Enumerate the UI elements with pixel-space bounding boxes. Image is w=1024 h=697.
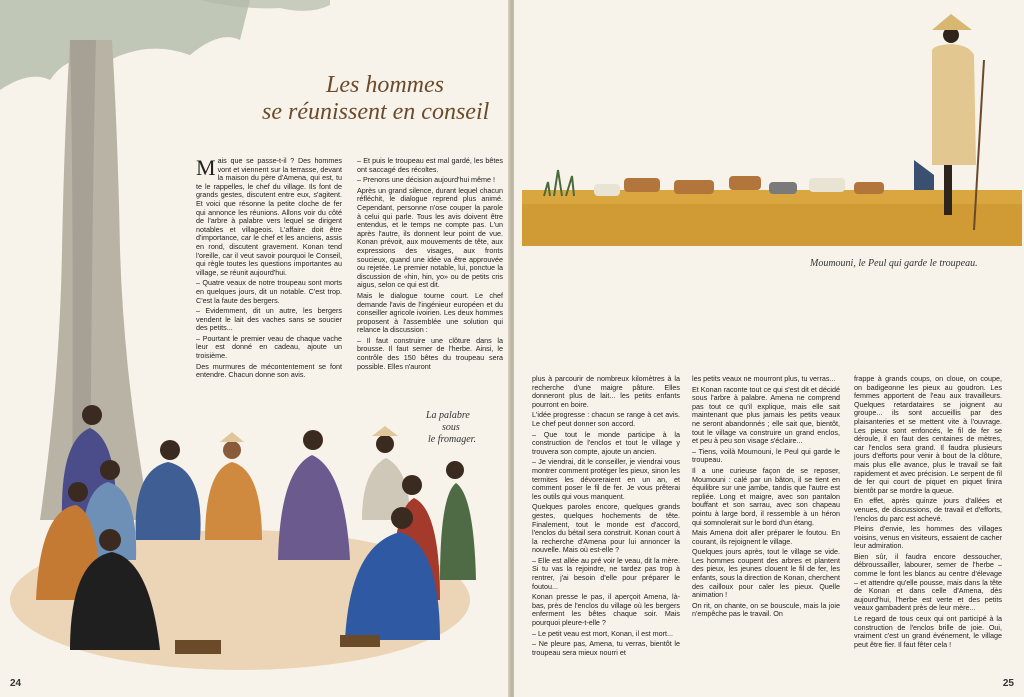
paragraph: Konan presse le pas, il aperçoit Amena, là-bas, près de l'enclos du village où les bergers enferment les bêtes chaque soir. Mais pourquoi pleure-t-elle ?	[532, 592, 680, 628]
paragraph: Mais Amena doit aller préparer le foutou. En courant, ils rejoignent le village.	[692, 528, 840, 546]
paragraph: Quelques jours après, tout le village se vide. Les hommes coupent des arbres et plantent des pieux, les jeunes clouent le fil de fer, les enfants, sous la direction de Konan, cherchent des cailloux pour caler les pieux. Quelle animation !	[692, 547, 840, 600]
paragraph: – Tiens, voilà Moumouni, le Peul qui garde le troupeau.	[692, 446, 840, 465]
right-column-3	[854, 375, 1002, 651]
left-caption: La palabre sous le fromager.	[426, 410, 476, 445]
right-caption: Moumouni, le Peul qui garde le troupeau.	[810, 258, 978, 269]
paragraph: les petits veaux ne mourront plus, tu verras...	[692, 374, 836, 383]
left-column-2	[357, 157, 503, 373]
left-column-1	[196, 157, 342, 382]
paragraph: – Pourtant le premier veau de chaque vache leur est donné en cadeau, ajoute un troisième.	[196, 333, 342, 361]
paragraph: – Le petit veau est mort, Konan, il est mort...	[532, 628, 674, 638]
paragraph: Le regard de tous ceux qui ont participé à la construction de l'enclos brille de joie. Oui, vraiment c'est un grand événement, le village peut être fier. Il faut fêter cela !	[854, 614, 1002, 649]
paragraph: Pleins d'envie, les hommes des villages voisins, venus en visiteurs, essaient de cacher leur admiration.	[854, 524, 1002, 551]
left-page	[0, 0, 510, 697]
paragraph: Quelques paroles encore, quelques grands gestes, quelques hochements de tête. Finalement, tout le monde est d'accord, l'enclos du bétail sera construit. Konan court à la recherche d'Amena pour lui annoncer la nouvelle. Mais où est-elle ?	[532, 502, 680, 555]
paragraph: Mais le dialogue tourne court. Le chef demande l'avis de l'ingénieur européen et du conseiller agricole ivoirien. Les deux hommes proposent à l'assemblée une solution qui relance la discussion :	[357, 290, 503, 335]
page-number-left: 24	[10, 678, 22, 689]
paragraph: Bien sûr, il faudra encore dessoucher, débroussailler, labourer, semer de l'herbe – comme le font les blancs au centre d'élevage – et attendre qu'elle pousse, mais dans la tête de Konan et dans celle d'Amena, dès aujourd'hui, l'herbe est verte et des petits veaux gambadent près de leur mère...	[854, 551, 1002, 613]
paragraph: – Je viendrai, dit le conseiller, je viendrai vous montrer comment protéger les pieux, sinon les termites les dévoreraient en un an, et comment poser le fil de fer. Je vous prêterai les outils qui vous manquent.	[532, 457, 680, 501]
title-line-2: se réunissent en conseil	[262, 99, 490, 125]
paragraph: – Elle est allée au pré voir le veau, dit la mère. Si tu vas la rejoindre, ne tardez pas trop à rentrer, j'ai besoin d'elle pour préparer le foutou...	[532, 555, 680, 591]
paragraph: – Que tout le monde participe à la construction de l'enclos et tout le village y trouvera son compte, ajoute un ancien.	[532, 429, 680, 456]
right-page	[514, 0, 1024, 697]
paragraph: – Quatre veaux de notre troupeau sont morts en quelques jours, dit un notable. C'est trop. C'est la faute des bergers.	[196, 278, 342, 305]
paragraph: Et Konan raconte tout ce qui s'est dit et décidé sous l'arbre à palabre. Amena ne comprend pas tout ce qu'il explique, mais elle sait maintenant que plus jamais les petits veaux ne seront abandonnés ; elle sait que, bientôt, tout le village va construire un grand enclos, et peu à peu son visage s'éclaire...	[692, 384, 841, 446]
title-line-1: Les hommes	[326, 72, 444, 98]
paragraph: En effet, après quinze jours d'allées et venues, de discussions, de travail et d'efforts, l'enclos du parc est achevé.	[854, 496, 1002, 523]
right-column-1	[532, 375, 680, 659]
paragraph: – Et puis le troupeau est mal gardé, les bêtes ont saccagé des récoltes.	[357, 156, 503, 174]
paragraph: – Evidemment, dit un autre, les bergers vendent le lait des vaches sans se soucier des petits...	[196, 306, 342, 333]
paragraph: On rit, on chante, on se bouscule, mais la joie n'empêche pas le travail. On	[692, 600, 840, 619]
paragraph: – Prenons une décision aujourd'hui même !	[357, 175, 496, 185]
paragraph: – Il faut construire une clôture dans la brousse. Il faut semer de l'herbe. Ainsi, le contrôle des 150 bêtes du troupeau sera possible. Elles n'auront	[357, 335, 503, 371]
paragraph: L'idée progresse : chacun se range à cet avis. Le chef peut donner son accord.	[532, 410, 680, 428]
paragraph: Après un grand silence, durant lequel chacun réfléchit, le dialogue reprend plus animé. Cependant, personne n'ose couper la parole à celui qui parle. Tous les avis doivent être entendus, et le temps ne compte pas. L'un après l'autre, ils donnent leur point de vue. Konan prévoit, aux mouvements de tête, aux expressions des visages, aux fronts soucieux, quand une idée va être approuvée ou rejetée. Le premier notable, lui, ponctue la discussion de «hin, hin, yo» ou de petits cris aigus, selon ce qui est dit.	[357, 185, 503, 290]
paragraph: Des murmures de mécontentement se font entendre. Chacun donne son avis.	[196, 361, 342, 380]
drop-cap: M	[196, 155, 216, 180]
article-title	[262, 72, 502, 126]
paragraph: Mais que se passe-t-il ? Des hommes vont et viennent sur la terrasse, devant la maison du père d'Amena, qui est, tu te le rappelles, le chef du village. Ils font de grands gestes, discutent entre eux, s'agitent. Et voici que résonne la petite cloche de fer qui annonce les réunions. Allons voir du côté de l'arbre à palabre vers lequel se dirigent notables et villageois. L'affaire doit être d'importance, car le chef et les anciens, assis en rond, discutent gravement. Konan tend l'oreille, car il veut savoir pourquoi le Conseil, qui règle toutes les questions importantes au village, se réunit aujourd'hui.	[196, 155, 342, 277]
paragraph: Il a une curieuse façon de se reposer, Moumouni : calé par un bâton, il se tient en équilibre sur une jambe, tandis que l'autre est repliée. Long et maigre, avec son pantalon bouffant et son sarrau, avec son chapeau pointu à large bord, il ressemble à un héron qui somnolerait sur le bord d'un étang.	[692, 465, 840, 527]
paragraph: frappe à grands coups, on cloue, on coupe, on badigeonne les pieux au goudron. Les femmes apportent de l'eau aux travailleurs. Quelques retardataires se joignent au groupe... ils sont accueillis par des plaisanteries et se mettent vite à l'ouvrage. Les pieux sont enfoncés, le fil de fer se déroule, il en faut des centaines de mètres, car l'enclos sera grand. Il faudra plusieurs jours d'efforts pour venir à bout de la clôture, mais plus elle avance, plus le travail se fait rapidement et avec précision. Le serpent de fil de fer qui court de piquet en piquet finira bientôt par se mordre la queue.	[854, 374, 1002, 495]
right-column-2	[692, 375, 840, 621]
paragraph: – Ne pleure pas, Amena, tu verras, bientôt le troupeau sera mieux nourri et	[532, 639, 680, 657]
page-number-right: 25	[1002, 678, 1014, 689]
herd-illustration	[514, 0, 1024, 260]
paragraph: plus à parcourir de nombreux kilomètres à la recherche d'une maigre pâture. Elles donneront plus de lait... les petits enfants pourront en boire.	[532, 374, 680, 409]
